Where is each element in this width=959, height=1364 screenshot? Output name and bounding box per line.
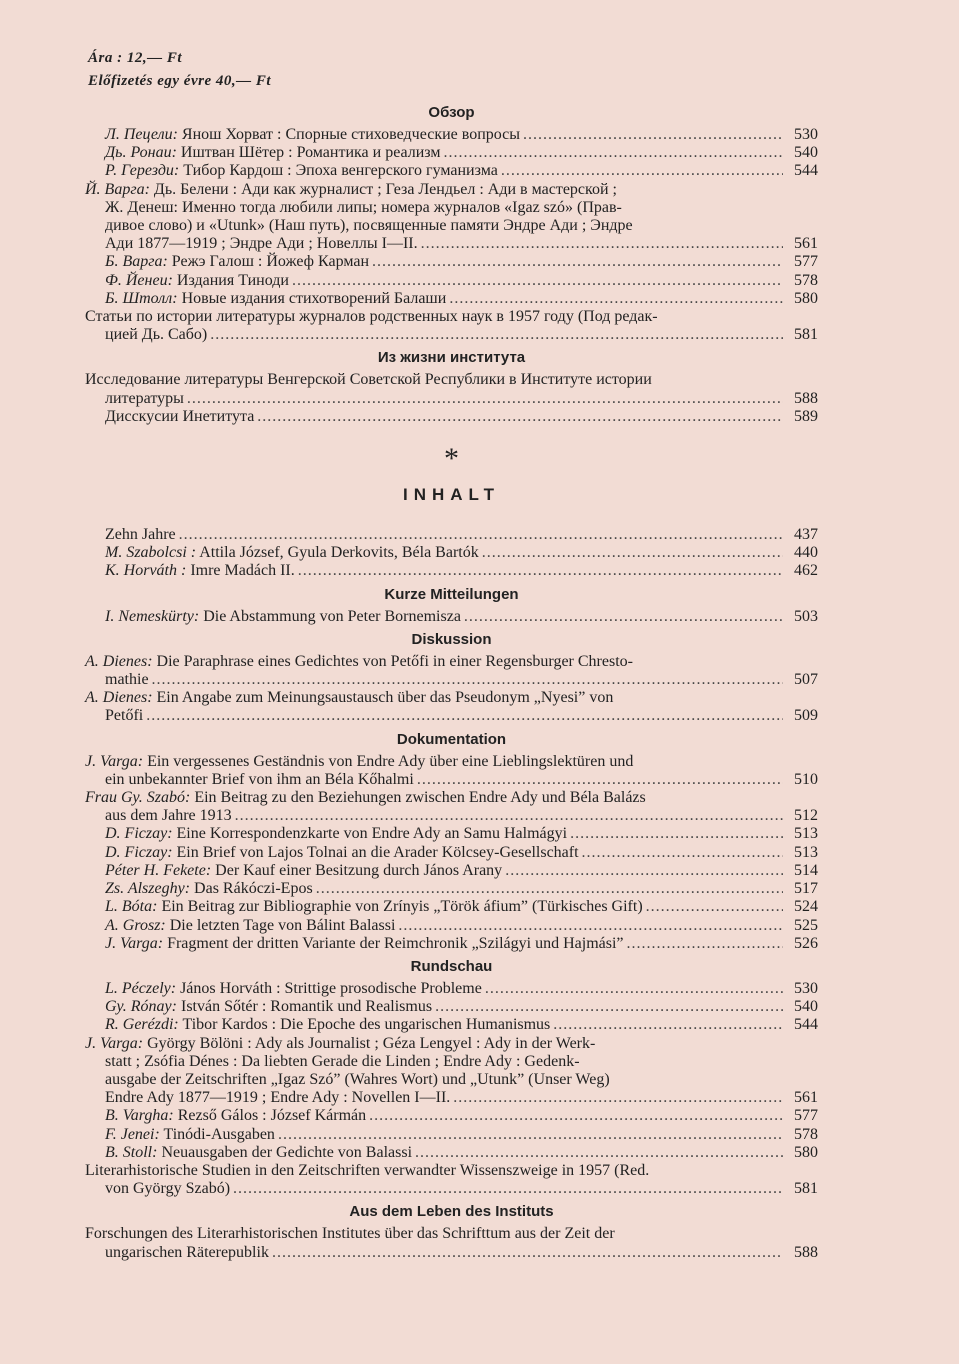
section-divider-star: * xyxy=(444,442,459,476)
toc-entry xyxy=(85,980,818,998)
entry-line xyxy=(105,562,818,580)
entry-title: цией Дь. Сабо) xyxy=(105,326,208,344)
entry-title: Forschungen des Literarhistorischen Institutes über das Schrifttum aus der Zeit der xyxy=(85,1225,615,1243)
toc-entry xyxy=(85,408,818,426)
entry-author: M. Szabolcsi : xyxy=(105,544,197,562)
entry-text xyxy=(105,253,369,271)
entry-author: I. Nemeskürty: xyxy=(105,607,200,625)
section-heading: INHALT xyxy=(402,485,501,505)
entry-text xyxy=(85,1035,595,1052)
entry-line xyxy=(105,825,818,843)
entry-line xyxy=(105,1180,818,1198)
entry-line xyxy=(85,1034,818,1053)
toc-entry xyxy=(85,1144,818,1162)
section-heading: Rundschau xyxy=(410,957,493,975)
section-heading: Kurze Mitteilungen xyxy=(384,585,519,603)
entry-title: ein unbekannter Brief von ihm an Béla Kőhalmi xyxy=(105,770,414,788)
entry-text xyxy=(105,1071,610,1088)
leader-dots xyxy=(485,980,783,998)
entry-title: Imre Madách II. xyxy=(190,562,295,580)
entry-line xyxy=(105,917,818,935)
entry-text xyxy=(105,807,232,825)
entry-line xyxy=(105,707,818,725)
entry-text xyxy=(105,1107,366,1125)
entry-line xyxy=(105,1089,818,1107)
page-number: 462 xyxy=(794,562,818,580)
entry-text xyxy=(85,653,633,670)
leader-dots xyxy=(553,1016,783,1034)
entry-author: J. Varga: xyxy=(85,1034,144,1052)
leader-dots xyxy=(298,562,783,580)
entry-text xyxy=(105,390,184,408)
entry-title: Zehn Jahre xyxy=(105,526,176,544)
entry-line xyxy=(105,771,818,789)
toc-entry xyxy=(85,181,818,254)
page-number: 589 xyxy=(794,407,818,425)
entry-line xyxy=(85,789,818,807)
entry-line xyxy=(105,862,818,880)
entry-line xyxy=(105,272,818,290)
toc-entry xyxy=(85,862,818,880)
toc-entry xyxy=(85,290,818,308)
entry-line xyxy=(105,1053,818,1071)
price-info xyxy=(88,47,271,93)
leader-dots xyxy=(444,144,783,162)
entry-title: дивое слово) и «Utunk» (Наш путь), посвященные памяти Эндре Ади ; Эндре xyxy=(105,217,633,235)
entry-text xyxy=(105,544,479,562)
entry-title: Ein Beitrag zur Bibliographie von Zrínyis „Török áfium” (Türkisches Gift) xyxy=(161,898,643,916)
page-number: 503 xyxy=(794,607,818,625)
entry-author: Frau Gy. Szabó: xyxy=(85,789,191,807)
entry-text xyxy=(85,181,617,198)
page-number: 437 xyxy=(794,526,818,544)
page-number: 581 xyxy=(794,326,818,344)
leader-dots xyxy=(179,526,783,544)
leader-dots xyxy=(152,671,783,689)
entry-line xyxy=(105,408,818,426)
entry-text xyxy=(85,371,652,388)
entry-line xyxy=(85,371,818,389)
entry-text xyxy=(105,1016,550,1034)
entry-title: Tinódi-Ausgaben xyxy=(163,1125,275,1143)
table-of-contents xyxy=(85,99,818,1262)
entry-title: Fragment der dritten Variante der Reimchronik „Szilágyi und Hajmási” xyxy=(167,934,624,952)
toc-entry xyxy=(85,789,818,825)
leader-dots xyxy=(233,1180,783,1198)
entry-text xyxy=(105,898,643,916)
entry-author: Péter H. Fekete: xyxy=(105,861,212,879)
entry-title: Ein Beitrag zu den Beziehungen zwischen Endre Ady und Béla Balázs xyxy=(194,789,646,807)
entry-title: Rezső Gálos : József Kármán xyxy=(177,1107,367,1125)
entry-line xyxy=(105,935,818,953)
entry-author: Л. Пецели: xyxy=(105,126,178,143)
toc-entry xyxy=(85,144,818,162)
toc-entry xyxy=(85,308,818,344)
page-number: 577 xyxy=(794,1107,818,1125)
entry-text xyxy=(105,272,289,290)
entry-line xyxy=(105,980,818,998)
leader-dots xyxy=(501,162,783,180)
page-number: 578 xyxy=(794,1125,818,1143)
page-number: 540 xyxy=(794,144,818,162)
section-heading: Обзор xyxy=(428,104,475,121)
leader-dots xyxy=(278,1126,783,1144)
entry-text xyxy=(105,998,432,1016)
toc-entry xyxy=(85,935,818,953)
entry-line xyxy=(105,144,818,162)
page-number: 544 xyxy=(794,1016,818,1034)
leader-dots xyxy=(417,771,783,789)
page-number: 525 xyxy=(794,916,818,934)
toc-entry xyxy=(85,1225,818,1261)
entry-line xyxy=(105,1016,818,1034)
toc-entry xyxy=(85,1162,818,1198)
entry-text xyxy=(105,1053,580,1070)
entry-line xyxy=(105,880,818,898)
entry-title: Статьи по истории литературы журналов родственных наук в 1957 году (Под редак- xyxy=(85,308,658,326)
page-number: 544 xyxy=(794,162,818,180)
entry-line xyxy=(105,608,818,626)
entry-title: János Horváth : Strittige prosodische Probleme xyxy=(180,979,482,997)
entry-text xyxy=(105,825,567,843)
entry-author: K. Horváth : xyxy=(105,562,187,580)
leader-dots xyxy=(292,272,783,290)
page-number: 561 xyxy=(794,1089,818,1107)
entry-line xyxy=(85,180,818,199)
entry-title: Ади 1877—1919 ; Эндре Ади ; Новеллы I—II. xyxy=(105,235,418,253)
entry-line xyxy=(105,807,818,825)
entry-author: A. Dienes: xyxy=(85,689,153,707)
toc-entry xyxy=(85,544,818,562)
entry-title: statt ; Zsófia Dénes : Da liebten Gerade die Linden ; Endre Ady : Gedenk- xyxy=(105,1052,580,1070)
entry-line xyxy=(105,126,818,144)
entry-author: B. Vargha: xyxy=(105,1107,174,1125)
page-number: 513 xyxy=(794,843,818,861)
toc-entry xyxy=(85,998,818,1016)
entry-title: Das Rákóczi-Epos xyxy=(194,880,313,898)
entry-title: Der Kauf einer Besitzung durch János Arany xyxy=(215,861,503,879)
leader-dots xyxy=(482,544,783,562)
section-heading: Diskussion xyxy=(411,630,492,648)
entry-title: aus dem Jahre 1913 xyxy=(105,807,232,825)
entry-line xyxy=(105,235,818,253)
entry-title: Ж. Денеш: Именно тогда любили липы; номера журналов «Igaz szó» (Прав- xyxy=(105,198,622,216)
entry-line xyxy=(105,290,818,308)
entry-title: ungarischen Räterepublik xyxy=(105,1243,269,1261)
page-number: 578 xyxy=(794,271,818,289)
entry-text xyxy=(105,144,441,162)
entry-text xyxy=(105,844,579,862)
page-number: 507 xyxy=(794,671,818,689)
entry-text xyxy=(105,1144,412,1162)
entry-line xyxy=(105,1144,818,1162)
entry-text xyxy=(105,707,143,725)
section-heading: Dokumentation xyxy=(396,730,507,748)
entry-line xyxy=(85,652,818,671)
entry-text xyxy=(105,235,418,253)
entry-text xyxy=(105,671,149,689)
entry-title: ausgabe der Zeitschriften „Igaz Szó” (Wahres Wort) und „Utunk” (Unser Weg) xyxy=(105,1070,610,1088)
leader-dots xyxy=(235,807,783,825)
leader-dots xyxy=(505,862,783,880)
entry-title: von György Szabó) xyxy=(105,1180,231,1198)
toc-entry xyxy=(85,825,818,843)
entry-text xyxy=(85,753,633,770)
entry-line xyxy=(105,998,818,1016)
toc-entry xyxy=(85,253,818,271)
leader-dots xyxy=(464,608,783,626)
entry-title: Издания Тиноди xyxy=(176,271,289,289)
leader-dots xyxy=(646,898,783,916)
entry-author: D. Ficzay: xyxy=(105,825,173,843)
leader-dots xyxy=(316,880,783,898)
entry-author: L. Bóta: xyxy=(105,898,158,916)
entry-line xyxy=(105,898,818,916)
entry-title: Endre Ady 1877—1919 ; Endre Ady : Novellen I—II. xyxy=(105,1089,451,1107)
leader-dots xyxy=(372,253,783,271)
toc-entry xyxy=(85,689,818,725)
entry-text xyxy=(105,326,207,344)
leader-dots xyxy=(210,326,783,344)
entry-text xyxy=(105,608,461,626)
entry-line xyxy=(105,1107,818,1125)
page-number: 517 xyxy=(794,880,818,898)
leader-dots xyxy=(257,408,783,426)
page-number: 540 xyxy=(794,998,818,1016)
page-number: 581 xyxy=(794,1180,818,1198)
entry-text xyxy=(105,408,254,426)
page-number: 513 xyxy=(794,825,818,843)
entry-text xyxy=(105,1244,269,1262)
toc-entry xyxy=(85,844,818,862)
entry-line xyxy=(105,217,818,235)
entry-author: J. Varga: xyxy=(85,752,144,770)
toc-entry xyxy=(85,917,818,935)
toc-entry xyxy=(85,272,818,290)
entry-line xyxy=(105,326,818,344)
entry-line xyxy=(85,752,818,771)
page-number: 588 xyxy=(794,1243,818,1261)
entry-title: Исследование литературы Венгерской Советской Республики в Институте истории xyxy=(85,371,652,389)
leader-dots xyxy=(369,1107,783,1125)
entry-title: mathie xyxy=(105,671,149,689)
leader-dots xyxy=(421,235,783,253)
page-number: 510 xyxy=(794,770,818,788)
toc-entry xyxy=(85,753,818,789)
entry-author: Й. Варга: xyxy=(85,180,150,198)
price-line: Ára : 12,— Ft xyxy=(88,50,183,66)
entry-author: Zs. Alszeghy: xyxy=(105,880,191,898)
entry-title: Новые издания стихотворений Балаши xyxy=(181,289,447,307)
entry-title: Дь. Белени : Ади как журналист ; Геза Лендьел : Ади в мастерской ; xyxy=(153,180,617,198)
entry-text xyxy=(105,199,622,216)
entry-author: L. Péczely: xyxy=(105,979,177,997)
entry-author: Gy. Rónay: xyxy=(105,998,177,1016)
entry-text xyxy=(105,862,502,880)
leader-dots xyxy=(570,825,783,843)
entry-title: Ein Brief von Lajos Tolnai an die Arader Kölcsey-Gesellschaft xyxy=(176,843,579,861)
entry-author: A. Grosz: xyxy=(105,916,166,934)
toc-entry xyxy=(85,1016,818,1034)
page-number: 561 xyxy=(794,235,818,253)
entry-text xyxy=(105,162,498,180)
entry-text xyxy=(105,126,520,144)
entry-author: Б. Варга: xyxy=(105,253,168,271)
entry-line xyxy=(85,689,818,707)
entry-text xyxy=(105,562,295,580)
toc-entry xyxy=(85,1126,818,1144)
toc-entry xyxy=(85,126,818,144)
entry-line xyxy=(105,671,818,689)
leader-dots xyxy=(272,1244,783,1262)
entry-author: Дь. Ронаи: xyxy=(105,144,177,162)
toc-entry xyxy=(85,526,818,544)
entry-title: Тибор Кардош : Эпоха венгерского гуманизма xyxy=(183,162,498,180)
page-number: 577 xyxy=(794,253,818,271)
entry-text xyxy=(85,1225,615,1242)
entry-line xyxy=(105,390,818,408)
toc-entry xyxy=(85,162,818,180)
page-number: 512 xyxy=(794,807,818,825)
entry-title: Die Paraphrase eines Gedichtes von Petőfi in einer Regensburger Chresto- xyxy=(156,652,633,670)
entry-line xyxy=(85,1225,818,1243)
leader-dots xyxy=(449,290,783,308)
page-number: 580 xyxy=(794,1143,818,1161)
toc-entry xyxy=(85,608,818,626)
entry-line xyxy=(85,1161,818,1180)
entry-line xyxy=(105,844,818,862)
entry-text xyxy=(85,308,658,325)
entry-title: Режэ Галош : Йожеф Карман xyxy=(171,253,369,271)
entry-text xyxy=(85,1162,649,1179)
page-number: 530 xyxy=(794,126,818,143)
entry-title: Literarhistorische Studien in den Zeitschriften verwandter Wissenszweige in 1957 (Red. xyxy=(85,1161,650,1179)
section-heading: Aus dem Leben des Instituts xyxy=(349,1203,554,1221)
leader-dots xyxy=(627,935,783,953)
entry-line xyxy=(105,1126,818,1144)
leader-dots xyxy=(398,917,783,935)
entry-text xyxy=(105,1089,450,1107)
entry-author: D. Ficzay: xyxy=(105,843,173,861)
entry-author: Р. Герезди: xyxy=(105,162,180,180)
entry-title: István Sőtér : Romantik und Realismus xyxy=(180,998,433,1016)
leader-dots xyxy=(187,390,783,408)
page-number: 524 xyxy=(794,898,818,916)
page-number: 514 xyxy=(794,861,818,879)
entry-author: R. Gerézdi: xyxy=(105,1016,179,1034)
entry-text xyxy=(85,689,613,706)
toc-entry xyxy=(85,898,818,916)
entry-title: Attila József, Gyula Derkovits, Béla Bartók xyxy=(199,544,479,562)
entry-title: Eine Korrespondenzkarte von Endre Ady an Samu Halmágyi xyxy=(176,825,568,843)
entry-text xyxy=(105,880,313,898)
leader-dots xyxy=(453,1089,783,1107)
entry-title: Дисскусии Инетитута xyxy=(105,407,255,425)
entry-title: Tibor Kardos : Die Epoche des ungarischen Humanismus xyxy=(182,1016,551,1034)
entry-title: Иштван Шётер : Романтика и реализм xyxy=(180,144,441,162)
entry-title: Ein vergessenes Geständnis von Endre Ady über eine Lieblingslektüren und xyxy=(147,752,634,770)
entry-title: Янош Хорват : Спорные стиховедческие вопросы xyxy=(181,126,521,143)
page-number: 530 xyxy=(794,979,818,997)
entry-title: Neuausgaben der Gedichte von Balassi xyxy=(161,1143,413,1161)
leader-dots xyxy=(582,844,783,862)
leader-dots xyxy=(435,998,783,1016)
page-number: 440 xyxy=(794,544,818,562)
page-number: 509 xyxy=(794,707,818,725)
entry-text xyxy=(105,917,395,935)
section-heading: Из жизни института xyxy=(377,349,526,367)
toc-entry xyxy=(85,1035,818,1108)
entry-title: Die letzten Tage von Bálint Balassi xyxy=(169,916,396,934)
entry-author: J. Varga: xyxy=(105,934,164,952)
entry-author: Ф. Йенеи: xyxy=(105,271,173,289)
entry-author: F. Jenei: xyxy=(105,1125,160,1143)
toc-entry xyxy=(85,653,818,689)
entry-text xyxy=(105,1180,230,1198)
page-number: 580 xyxy=(794,289,818,307)
entry-text xyxy=(105,980,482,998)
page-number: 588 xyxy=(794,389,818,407)
entry-line xyxy=(105,162,818,180)
leader-dots xyxy=(415,1144,783,1162)
entry-line xyxy=(105,253,818,271)
entry-text xyxy=(105,217,633,234)
toc-entry xyxy=(85,880,818,898)
toc-entry xyxy=(85,1107,818,1125)
entry-text xyxy=(105,290,446,308)
toc-entry xyxy=(85,562,818,580)
entry-line xyxy=(105,199,818,217)
entry-author: Б. Штолл: xyxy=(105,289,178,307)
entry-line xyxy=(85,308,818,326)
entry-line xyxy=(105,526,818,544)
entry-text xyxy=(85,789,646,806)
toc-entry xyxy=(85,371,818,407)
entry-title: Ein Angabe zum Meinungsaustausch über das Pseudonym „Nyesi” von xyxy=(156,689,614,707)
entry-line xyxy=(105,1244,818,1262)
entry-title: György Bölöni : Ady als Journalist ; Géza Lengyel : Ady in der Werk- xyxy=(147,1034,596,1052)
entry-text xyxy=(105,771,414,789)
entry-title: Petőfi xyxy=(105,707,144,725)
entry-text xyxy=(105,935,624,953)
entry-text xyxy=(105,526,176,544)
leader-dots xyxy=(146,707,783,725)
entry-author: B. Stoll: xyxy=(105,1143,158,1161)
entry-line xyxy=(105,544,818,562)
entry-title: литературы xyxy=(105,389,184,407)
entry-author: A. Dienes: xyxy=(85,652,153,670)
leader-dots xyxy=(523,126,783,144)
entry-line xyxy=(105,1071,818,1089)
entry-title: Die Abstammung von Peter Bornemisza xyxy=(203,607,461,625)
subscription-line: Előfizetés egy évre 40,— Ft xyxy=(88,73,272,89)
entry-text xyxy=(105,1126,275,1144)
page-number: 526 xyxy=(794,934,818,952)
